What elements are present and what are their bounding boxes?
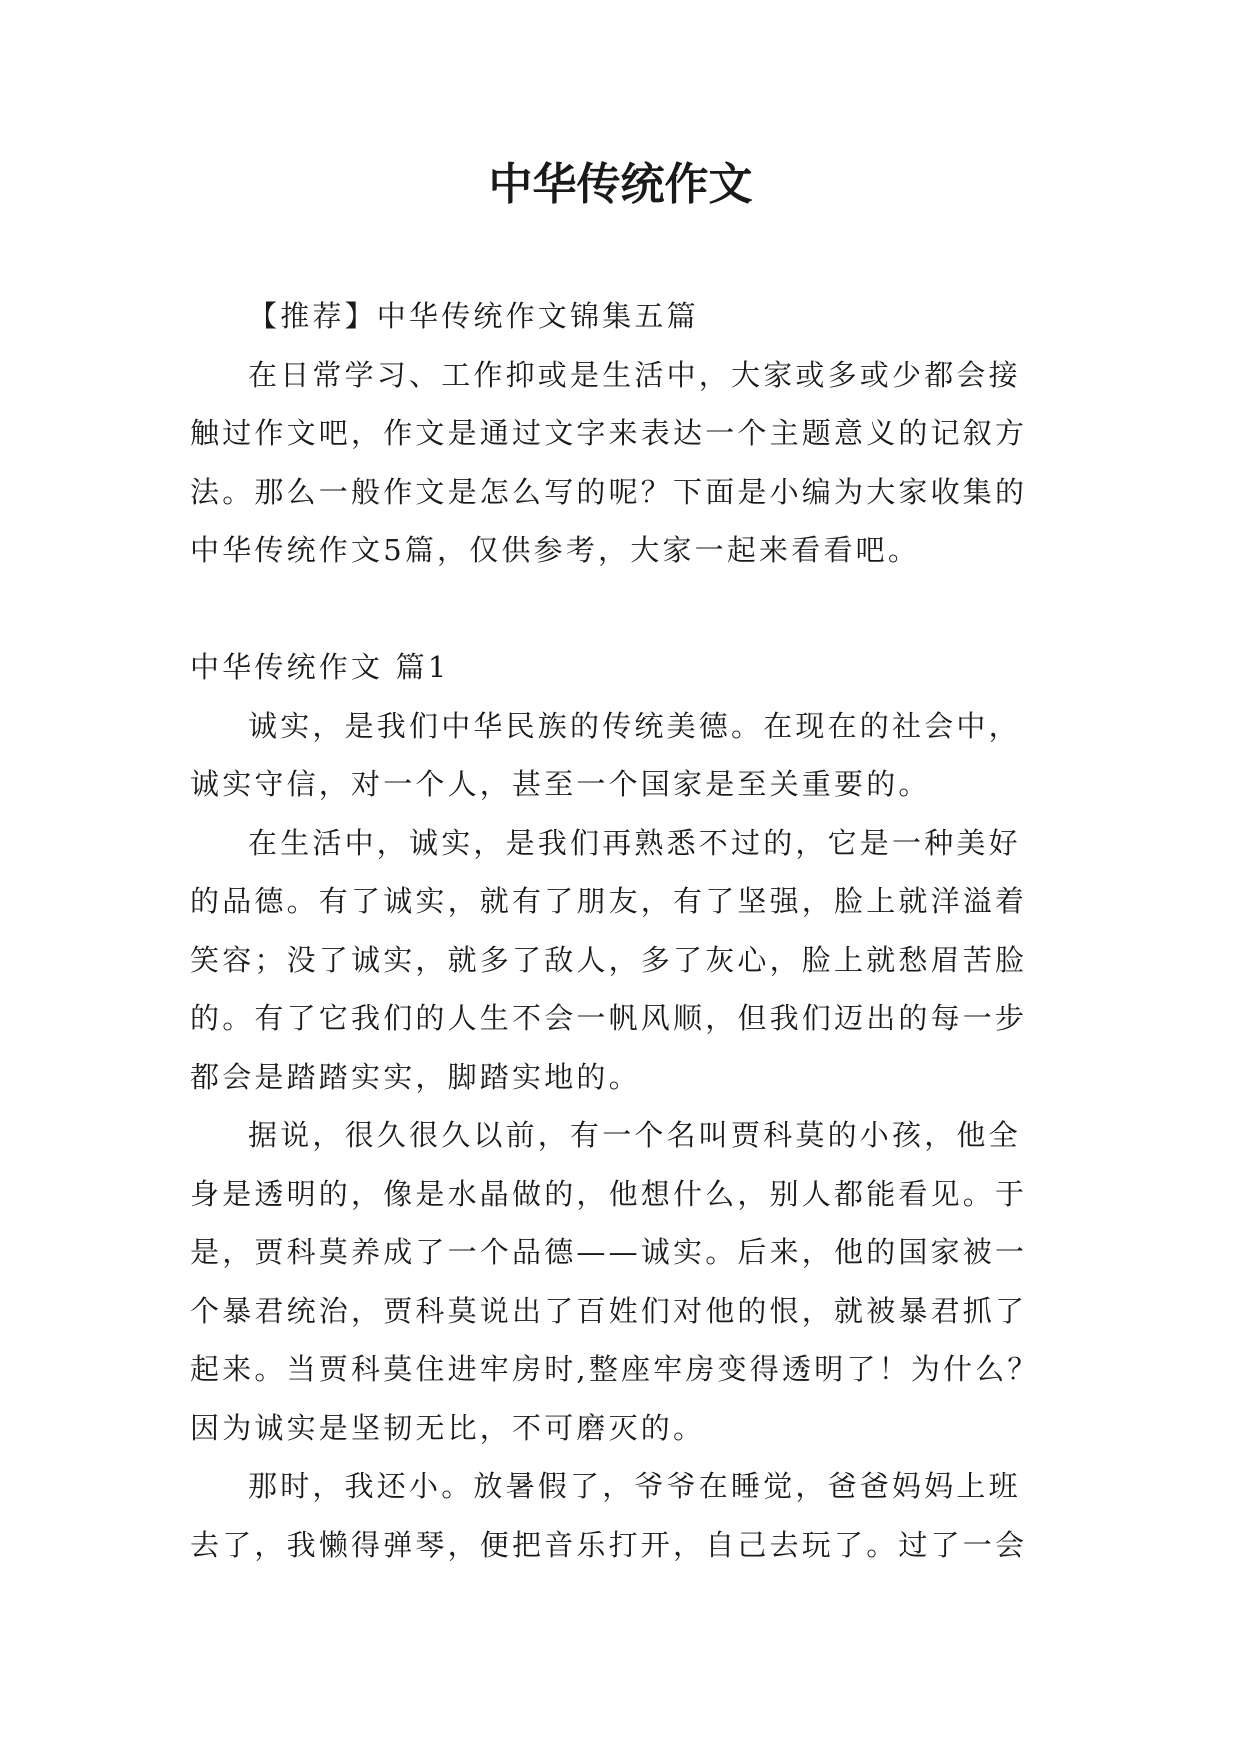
section-paragraph-3: 据说，很久很久以前，有一个名叫贾科莫的小孩，他全身是透明的，像是水晶做的，他想什么，别人都能看见。于是，贾科莫养成了一个品德——诚实。后来，他的国家被一个暴君统治，贾科莫说出了百姓们对他的恨，就被暴君抓了起来。当贾科莫住进牢房时,整座牢房变得透明了！为什么？因为诚实是坚韧无比，不可磨灭的。	[190, 1118, 1040, 1445]
section-heading: 中华传统作文 篇1	[190, 650, 450, 684]
section-paragraph-4: 那时，我还小。放暑假了，爷爷在睡觉，爸爸妈妈上班去了，我懒得弹琴，便把音乐打开，自己去玩了。过了一会	[190, 1469, 1028, 1562]
section-paragraph-2: 在生活中，诚实，是我们再熟悉不过的，它是一种美好的品德。有了诚实，就有了朋友，有了坚强，脸上就洋溢着笑容；没了诚实，就多了敌人，多了灰心，脸上就愁眉苦脸的。有了它我们的人生不会一帆风顺，但我们迈出的每一步都会是踏踏实实，脚踏实地的。	[190, 825, 1028, 1094]
recommend-line: 【推荐】中华传统作文锦集五篇	[248, 299, 699, 333]
section-paragraph-1: 诚实，是我们中华民族的传统美德。在现在的社会中，诚实守信，对一个人，甚至一个国家是至关重要的。	[190, 708, 1021, 801]
intro-paragraph: 在日常学习、工作抑或是生活中，大家或多或少都会接触过作文吧，作文是通过文字来表达一个主题意义的记叙方法。那么一般作文是怎么写的呢？下面是小编为大家收集的中华传统作文5篇，仅供参考，大家一起来看看吧。	[190, 357, 1028, 567]
document-title: 中华传统作文	[488, 159, 753, 210]
document-body	[190, 287, 1050, 1574]
